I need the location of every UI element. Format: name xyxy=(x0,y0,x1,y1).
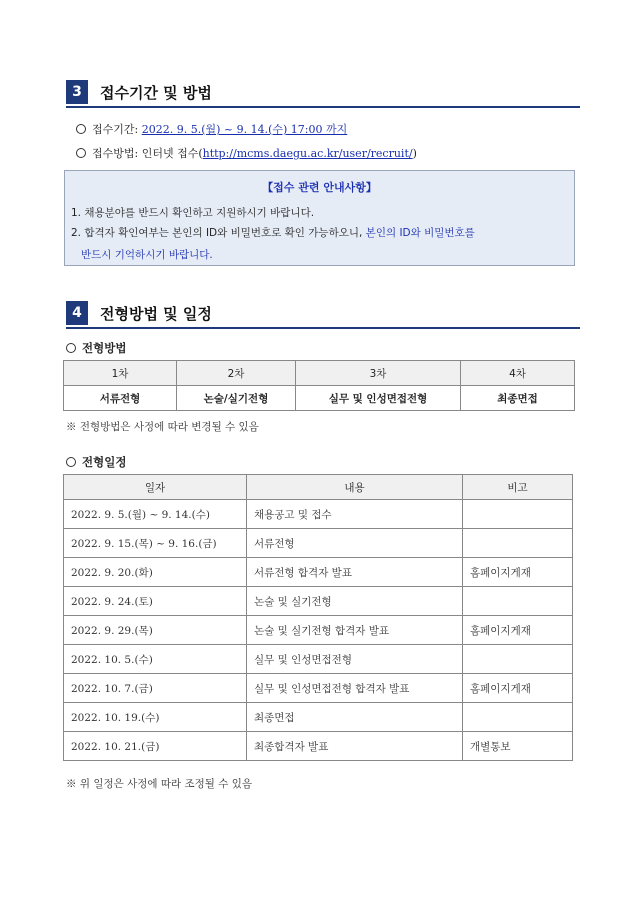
schedule-heading: 전형일정 xyxy=(66,454,126,470)
table-cell: 2차 xyxy=(177,361,296,386)
note-cell: 홈페이지게재 xyxy=(463,616,573,645)
section-3-header xyxy=(66,80,580,108)
content-cell: 서류전형 합격자 발표 xyxy=(247,558,463,587)
column-header: 내용 xyxy=(247,475,463,500)
content-cell: 논술 및 실기전형 합격자 발표 xyxy=(247,616,463,645)
column-header: 비고 xyxy=(463,475,573,500)
content-cell: 논술 및 실기전형 xyxy=(247,587,463,616)
notice-title: 【접수 관련 안내사항】 xyxy=(262,181,377,194)
content-cell: 최종면접 xyxy=(247,703,463,732)
content-cell: 채용공고 및 접수 xyxy=(247,500,463,529)
date-cell: 2022. 10. 5.(수) xyxy=(64,645,247,674)
date-cell: 2022. 9. 15.(목) ~ 9. 16.(금) xyxy=(64,529,247,558)
table-row xyxy=(64,386,575,411)
table-cell: 3차 xyxy=(296,361,461,386)
column-header: 일자 xyxy=(64,475,247,500)
content-cell: 서류전형 xyxy=(247,529,463,558)
note-cell xyxy=(463,645,573,674)
table-row xyxy=(64,732,573,761)
section-title: 접수기간 및 방법 xyxy=(100,84,212,102)
period-value: 2022. 9. 5.(월) ~ 9. 14.(수) 17:00 까지 xyxy=(141,123,348,136)
content-cell: 실무 및 인성면접전형 합격자 발표 xyxy=(247,674,463,703)
date-cell: 2022. 9. 5.(월) ~ 9. 14.(수) xyxy=(64,500,247,529)
circle-bullet-icon xyxy=(76,124,86,134)
table-row xyxy=(64,703,573,732)
date-cell: 2022. 9. 20.(화) xyxy=(64,558,247,587)
schedule-table xyxy=(63,474,573,761)
method-note: ※ 전형방법은 사정에 따라 변경될 수 있음 xyxy=(66,421,259,433)
circle-bullet-icon xyxy=(76,148,86,158)
circle-bullet-icon xyxy=(66,343,76,353)
date-cell: 2022. 9. 24.(토) xyxy=(64,587,247,616)
content-cell: 실무 및 인성면접전형 xyxy=(247,645,463,674)
recruit-link[interactable]: http://mcms.daegu.ac.kr/user/recruit/ xyxy=(202,147,413,160)
table-row xyxy=(64,361,575,386)
table-cell: 실무 및 인성면접전형 xyxy=(296,386,461,411)
date-cell: 2022. 10. 21.(금) xyxy=(64,732,247,761)
table-row xyxy=(64,674,573,703)
date-cell: 2022. 10. 7.(금) xyxy=(64,674,247,703)
schedule-note: ※ 위 일정은 사정에 따라 조정될 수 있음 xyxy=(66,778,253,790)
table-row xyxy=(64,587,573,616)
circle-bullet-icon xyxy=(66,457,76,467)
section-title: 전형방법 및 일정 xyxy=(100,305,212,323)
notice-item-2-cont: 반드시 기억하시기 바랍니다. xyxy=(81,249,213,261)
note-cell xyxy=(463,587,573,616)
section-4-header xyxy=(66,301,580,329)
note-cell: 홈페이지게재 xyxy=(463,674,573,703)
table-cell: 논술/실기전형 xyxy=(177,386,296,411)
date-cell: 2022. 10. 19.(수) xyxy=(64,703,247,732)
table-cell: 서류전형 xyxy=(64,386,177,411)
table-row xyxy=(64,558,573,587)
method-table xyxy=(63,360,575,411)
application-period: 접수기간: 2022. 9. 5.(월) ~ 9. 14.(수) 17:00 까지 xyxy=(76,121,347,137)
table-cell: 4차 xyxy=(461,361,575,386)
section-number: 4 xyxy=(66,301,88,325)
content-cell: 최종합격자 발표 xyxy=(247,732,463,761)
table-cell: 최종면접 xyxy=(461,386,575,411)
note-cell xyxy=(463,500,573,529)
notice-item-1: 1. 채용분야를 반드시 확인하고 지원하시기 바랍니다. xyxy=(71,207,315,219)
date-cell: 2022. 9. 29.(목) xyxy=(64,616,247,645)
table-header-row xyxy=(64,475,573,500)
note-cell: 홈페이지게재 xyxy=(463,558,573,587)
table-row xyxy=(64,529,573,558)
note-cell xyxy=(463,529,573,558)
note-cell: 개별통보 xyxy=(463,732,573,761)
notice-box xyxy=(64,170,575,266)
table-row xyxy=(64,500,573,529)
notice-item-2: 2. 합격자 확인여부는 본인의 ID와 비밀번호로 확인 가능하오니, 본인의 ID와 비밀번호를 xyxy=(71,227,475,239)
method-heading: 전형방법 xyxy=(66,340,126,356)
table-row xyxy=(64,616,573,645)
table-row xyxy=(64,645,573,674)
note-cell xyxy=(463,703,573,732)
application-method: 접수방법: 인터넷 접수(http://mcms.daegu.ac.kr/user/recruit/) xyxy=(76,145,417,161)
section-number: 3 xyxy=(66,80,88,104)
table-cell: 1차 xyxy=(64,361,177,386)
